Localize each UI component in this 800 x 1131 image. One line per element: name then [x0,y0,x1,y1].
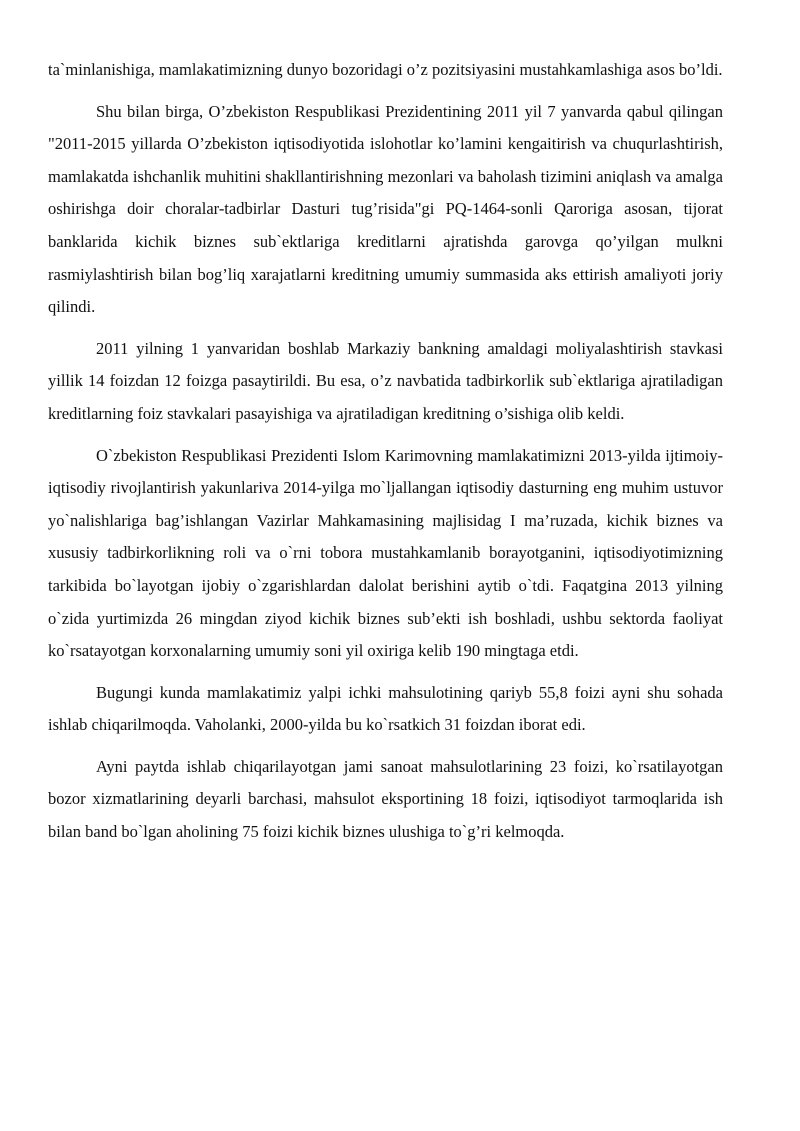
paragraph-refinancing-rate: 2011 yilning 1 yanvaridan boshlab Markaziy bankning amaldagi moliyalashtirish stavkasi yillik 14 foizdan 12 foizga pasaytirildi. Bu esa, o’z navbatida tadbirkorlik sub`ektlariga ajratiladigan kreditlarning foiz stavkalari pasayishiga va ajratiladigan kreditning o’sishiga olib keldi. [48,338,723,423]
paragraph-small-business-growth: O`zbekiston Respublikasi Prezidenti Islom Karimovning mamlakatimizni 2013-yilda ijtimoiy-iqtisodiy rivojlantirish yakunlariva 2014-yilga mo`ljallangan iqtisodiy dasturning eng muhim ustuvor yo`nalishlariga bag’ishlangan Vazirlar Mahkamasining majlisidag I ma’ruzada, kichik biznes va xususiy tadbirkorlikning roli va o`rni tobora mustahkamlanib borayotganini, iqtisodiyotimizning tarkibida bo`layotgan ijobiy o`zgarishlardan dalolat berishini aytib o`tdi. Faqatgina 2013 yilning o`zida yurtimizda 26 mingdan ziyod kichik biznes sub’ekti ish boshladi, ushbu sektorda faoliyat ko`rsatayotgan korxonalarning umumiy soni yil oxiriga kelib 190 mingtaga etdi. [48,445,723,661]
paragraph-continuation: ta`minlanishiga, mamlakatimizning dunyo bozoridagi o’z pozitsiyasini mustahkamlashiga asos bo’ldi. [48,60,723,79]
paragraph-credit-costs: Shu bilan birga, O’zbekiston Respublikasi Prezidentining 2011 yil 7 yanvarda qabul qilingan "2011-2015 yillarda O’zbekiston iqtisodiyotida islohotlar ko’lamini kengaitirish va chuqurlashtirish, mamlakatda ishchanlik muhitini shakllantirishning mezonlari va baholash tizimini aniqlash va amalga oshirishga doir choralar-tadbirlar Dasturi tug’risida"gi PQ-1464-sonli Qaroriga asosan, tijorat banklarida kichik biznes sub`ektlariga kreditlarni ajratishda garovga qo’yilgan mulkni rasmiylashtirish bilan bog’liq xarajatlarni kreditning umumiy summasida aks ettirish amaliyoti joriy qilindi. [48,101,723,317]
paragraph-sector-shares: Ayni paytda ishlab chiqarilayotgan jami sanoat mahsulotlarining 23 foizi, ko`rsatilayotgan bozor xizmatlarining deyarli barchasi, mahsulot eksportining 18 foizi, iqtisodiyot tarmoqlarida ish bilan band bo`lgan aholining 75 foizi kichik biznes ulushiga to`g’ri kelmoqda. [48,756,723,842]
document-page [48,54,723,858]
paragraph-gdp-share: Bugungi kunda mamlakatimiz yalpi ichki mahsulotining qariyb 55,8 foizi ayni shu sohada ishlab chiqarilmoqda. Vaholanki, 2000-yilda bu ko`rsatkich 31 foizdan iborat edi. [48,682,723,735]
